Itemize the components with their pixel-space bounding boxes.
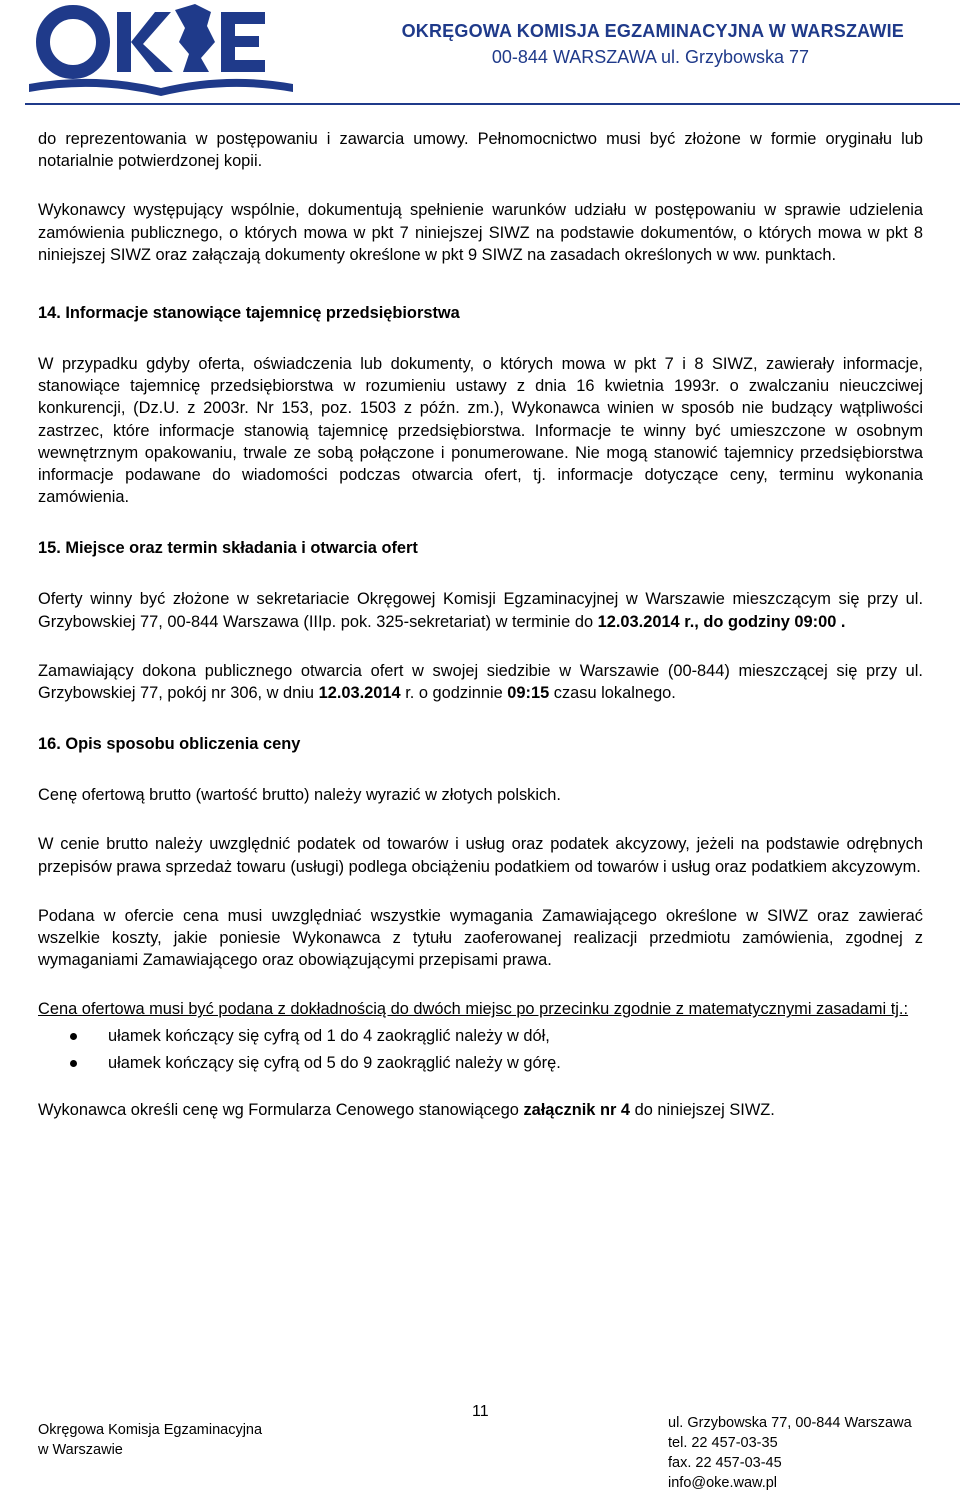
section-heading-16: 16. Opis sposobu obliczenia ceny — [38, 735, 301, 754]
section-heading-15: 15. Miejsce oraz termin składania i otwarcia ofert — [38, 539, 418, 558]
deadline-date: 12.03.2014 r., do godziny 09:00 . — [597, 612, 846, 631]
page-header — [0, 0, 960, 104]
rounding-rules-list — [38, 1023, 923, 1077]
paragraph: W cenie brutto należy uwzględnić podatek od towarów i usług oraz podatek akcyzowy, jeżeli na podstawie odrębnych przepisów prawa sprzedaż towaru (usługi) podlega obciążeniu podatkiem od towarów i usług oraz podatkiem akcyzowym. — [38, 835, 923, 876]
list-item: ułamek kończący się cyfrą od 1 do 4 zaokrąglić należy w dół, — [38, 1023, 923, 1050]
opening-date: 12.03.2014 — [318, 684, 401, 703]
paragraph: Cena ofertowa musi być podana z dokładnością do dwóch miejsc po przecinku zgodnie z matematycznymi zasadami tj.: — [38, 1000, 909, 1019]
document-body — [38, 128, 923, 1121]
paragraph: Cenę ofertową brutto (wartość brutto) należy wyrazić w złotych polskich. — [38, 786, 561, 805]
header-divider — [25, 103, 960, 105]
paragraph: Oferty winny być złożone w sekretariacie Okręgowej Komisji Egzaminacyjnej w Warszawie mieszczącym się przy ul. Grzybowskiej 77, 00-844 Warszawa (IIIp. pok. 325-sekretariat) w terminie do 12.03.2014 r., do godziny 09:00 . — [38, 590, 923, 631]
list-item: ułamek kończący się cyfrą od 5 do 9 zaokrąglić należy w górę. — [38, 1050, 923, 1077]
footer-org: Okręgowa Komisja Egzaminacyjna w Warszawie — [38, 1422, 263, 1458]
footer-email: info@oke.waw.pl — [668, 1475, 778, 1491]
paragraph: W przypadku gdyby oferta, oświadczenia lub dokumenty, o których mowa w pkt 7 i 8 SIWZ, zawierały informacje, stanowiące tajemnicę przedsiębiorstwa w rozumieniu ustawy z dnia 16 kwietnia 1993r. o zwalczaniu nieuczciwej konkurencji, (Dz.U. z 2003r. Nr 153, poz. 1503 z późn. zm.), Wykonawca winien w sposób nie budzący wątpliwości zastrzec, które informacje stanowią tajemnicę przedsiębiorstwa. Informacje te winny być umieszczone w osobnym wewnętrznym opakowaniu, trwale ze sobą połączone i ponumerowane. Nie mogą stanowić tajemnicy przedsiębiorstwa informacje podawane do wiadomości podczas otwarcia ofert, tj. informacje dotyczące ceny, terminu wykonania zamówienia. — [38, 355, 923, 507]
paragraph: Podana w ofercie cena musi uwzględniać wszystkie wymagania Zamawiającego określone w SIWZ oraz zawierać wszelkie koszty, jakie poniesie Wykonawca z tytułu zaoferowanej realizacji przedmiotu zamówienia, zgodnej z wymaganiami Zamawiającego oraz obowiązującymi przepisami prawa. — [38, 906, 923, 970]
attachment-ref: załącznik nr 4 — [523, 1100, 631, 1119]
paragraph: Wykonawca określi cenę wg Formularza Cenowego stanowiącego załącznik nr 4 do niniejszej SIWZ. — [38, 1100, 775, 1119]
opening-time: 09:15 — [507, 684, 550, 703]
paragraph: Wykonawcy występujący wspólnie, dokumentują spełnienie warunków udziału w postępowaniu w sprawie udzielenia zamówienia publicznego, o których mowa w pkt 7 niniejszej SIWZ na podstawie dokumentów, o których mowa w pkt 8 niniejszej SIWZ oraz załączają dokumenty określone w pkt 9 SIWZ na zasadach określonych w ww. punktach. — [38, 201, 923, 264]
paragraph: Zamawiający dokona publicznego otwarcia ofert w swojej siedzibie w Warszawie (00-844) mieszczącej się przy ul. Grzybowskiej 77, pokój nr 306, w dniu 12.03.2014 r. o godzinnie 09:15 czasu lokalnego. — [38, 661, 923, 703]
org-address: 00-844 WARSZAWA ul. Grzybowska 77 — [491, 47, 809, 67]
org-name: OKRĘGOWA KOMISJA EGZAMINACYJNA W WARSZAWIE — [401, 21, 904, 41]
section-heading-14: 14. Informacje stanowiące tajemnicę przedsiębiorstwa — [38, 304, 460, 323]
page-number: 11 — [472, 1403, 489, 1420]
page-footer — [0, 1400, 960, 1489]
footer-contact: ul. Grzybowska 77, 00-844 Warszawa tel. 22 457-03-35 fax. 22 457-03-45 info@oke.waw.pl — [668, 1415, 912, 1491]
oke-logo — [25, 2, 298, 100]
paragraph: do reprezentowania w postępowaniu i zawarcia umowy. Pełnomocnictwo musi być złożone w formie oryginału lub notarialnie potwierdzonej kopii. — [38, 130, 923, 171]
